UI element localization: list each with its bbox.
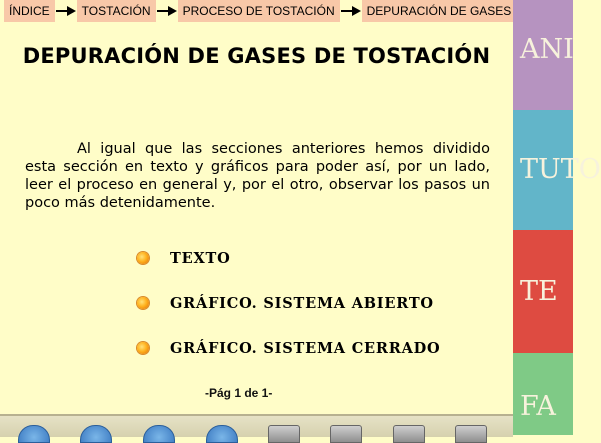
bottom-toolbar [0, 414, 513, 437]
bullet-icon [137, 342, 149, 354]
breadcrumb-indice[interactable]: ÍNDICE [4, 0, 55, 22]
intro-paragraph: Al igual que las secciones anteriores hemos dividido esta sección en texto y gráficos para poder así, por un lado, leer el proceso en general y, por el otro, observar los pasos un poco más detenidamente. [25, 141, 490, 211]
page-title: DEPURACIÓN DE GASES DE TOSTACIÓN [22, 44, 491, 68]
breadcrumb-tostacion[interactable]: TOSTACIÓN [77, 0, 156, 22]
side-tab-faq[interactable] [513, 353, 573, 435]
breadcrumb-depuracion[interactable]: DEPURACIÓN DE GASES [362, 0, 517, 22]
menu-item-label[interactable]: GRÁFICO. SISTEMA ABIERTO [170, 295, 434, 312]
bullet-icon [137, 297, 149, 309]
side-tab-animaciones[interactable] [513, 0, 573, 110]
side-tab-temas[interactable] [513, 230, 573, 353]
menu-item-grafico-cerrado[interactable] [137, 326, 440, 371]
arrow-right-icon [55, 0, 77, 22]
side-tab-label: FA [520, 391, 556, 422]
nav-back-button[interactable] [80, 425, 112, 443]
breadcrumb [4, 0, 516, 22]
section-menu [137, 236, 440, 371]
help-button[interactable] [393, 425, 425, 443]
print-button[interactable] [268, 425, 300, 443]
side-tab-label: TUTO [520, 154, 601, 185]
nav-home-button[interactable] [18, 425, 50, 443]
arrow-right-icon [340, 0, 362, 22]
bullet-icon [137, 252, 149, 264]
breadcrumb-proceso[interactable]: PROCESO DE TOSTACIÓN [178, 0, 340, 22]
menu-item-grafico-abierto[interactable] [137, 281, 440, 326]
menu-item-label[interactable]: TEXTO [170, 250, 231, 267]
menu-item-texto[interactable] [137, 236, 440, 281]
search-button[interactable] [330, 425, 362, 443]
side-tab-tutorial[interactable] [513, 110, 601, 230]
menu-item-label[interactable]: GRÁFICO. SISTEMA CERRADO [170, 340, 441, 357]
side-tab-label: TE [520, 276, 558, 307]
nav-up-button[interactable] [206, 425, 238, 443]
side-tab-label: ANI [520, 34, 574, 65]
page-indicator: -Pág 1 de 1- [205, 386, 273, 400]
nav-forward-button[interactable] [143, 425, 175, 443]
arrow-right-icon [156, 0, 178, 22]
exit-button[interactable] [455, 425, 487, 443]
